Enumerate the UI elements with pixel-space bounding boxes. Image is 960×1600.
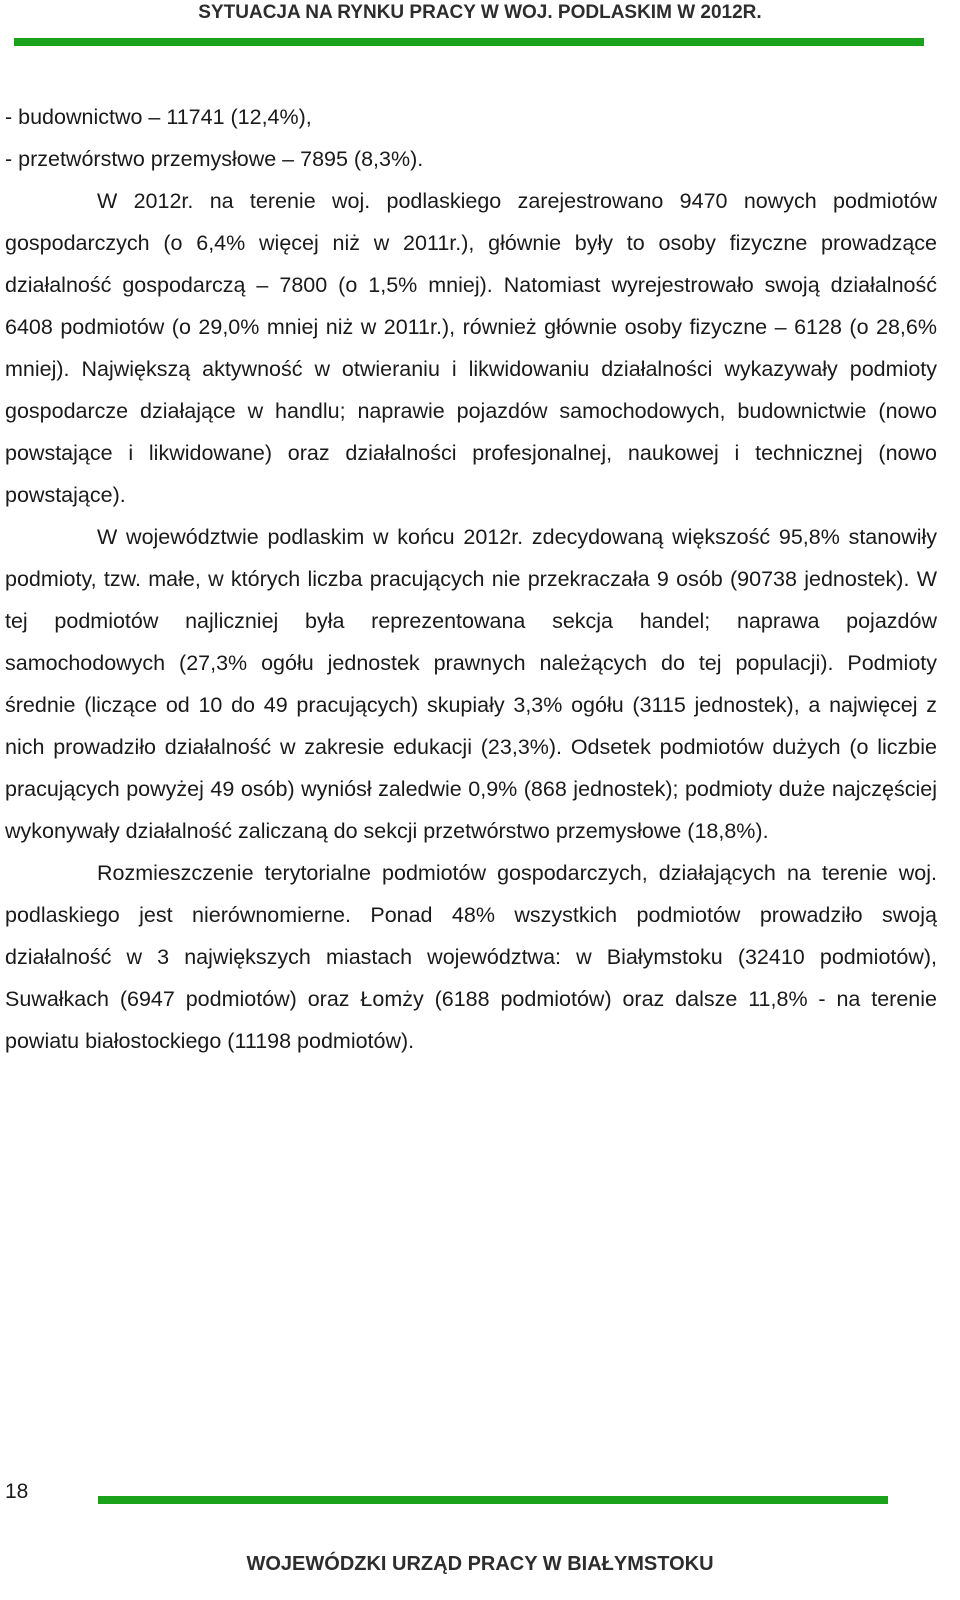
document-body [5, 96, 937, 1062]
header-divider [14, 38, 924, 46]
page-number: 18 [5, 1480, 29, 1503]
paragraph: Rozmieszczenie terytorialne podmiotów gospodarczych, działających na terenie woj. podlaskiego jest nierównomierne. Ponad 48% wszystkich podmiotów prowadziło swoją działalność w 3 największych miastach województwa: w Białymstoku (32410 podmiotów), Suwałkach (6947 podmiotów) oraz Łomży (6188 podmiotów) oraz dalsze 11,8% - na terenie powiatu białostockiego (11198 podmiotów). [5, 861, 937, 1053]
paragraph: W województwie podlaskim w końcu 2012r. zdecydowaną większość 95,8% stanowiły podmioty, tzw. małe, w których liczba pracujących nie przekraczała 9 osób (90738 jednostek). W tej podmiotów najliczniej była reprezentowana sekcja handel; naprawa pojazdów samochodowych (27,3% ogółu jednostek prawnych należących do tej populacji). Podmioty średnie (liczące od 10 do 49 pracujących) skupiały 3,3% ogółu (3115 jednostek), a najwięcej z nich prowadziło działalność w zakresie edukacji (23,3%). Odsetek podmiotów dużych (o liczbie pracujących powyżej 49 osób) wyniósł zaledwie 0,9% (868 jednostek); podmioty duże najczęściej wykonywały działalność zaliczaną do sekcji przetwórstwo przemysłowe (18,8%). [5, 525, 937, 843]
header-title: SYTUACJA NA RYNKU PRACY W WOJ. PODLASKIM W 2012R. [198, 2, 762, 23]
paragraph: W 2012r. na terenie woj. podlaskiego zarejestrowano 9470 nowych podmiotów gospodarczych (o 6,4% więcej niż w 2011r.), głównie były to osoby fizyczne prowadzące działalność gospodarczą – 7800 (o 1,5% mniej). Natomiast wyrejestrowało swoją działalność 6408 podmiotów (o 29,0% mniej niż w 2011r.), również głównie osoby fizyczne – 6128 (o 28,6% mniej). Największą aktywność w otwieraniu i likwidowaniu działalności wykazywały podmioty gospodarcze działające w handlu; naprawie pojazdów samochodowych, budownictwie (nowo powstające i likwidowane) oraz działalności profesjonalnej, naukowej i technicznej (nowo powstające). [5, 189, 937, 507]
footer-divider [98, 1496, 888, 1504]
footer-title: WOJEWÓDZKI URZĄD PRACY W BIAŁYMSTOKU [246, 1553, 714, 1575]
list-item: - przetwórstwo przemysłowe – 7895 (8,3%). [5, 147, 424, 171]
list-item: - budownictwo – 11741 (12,4%), [5, 105, 312, 129]
